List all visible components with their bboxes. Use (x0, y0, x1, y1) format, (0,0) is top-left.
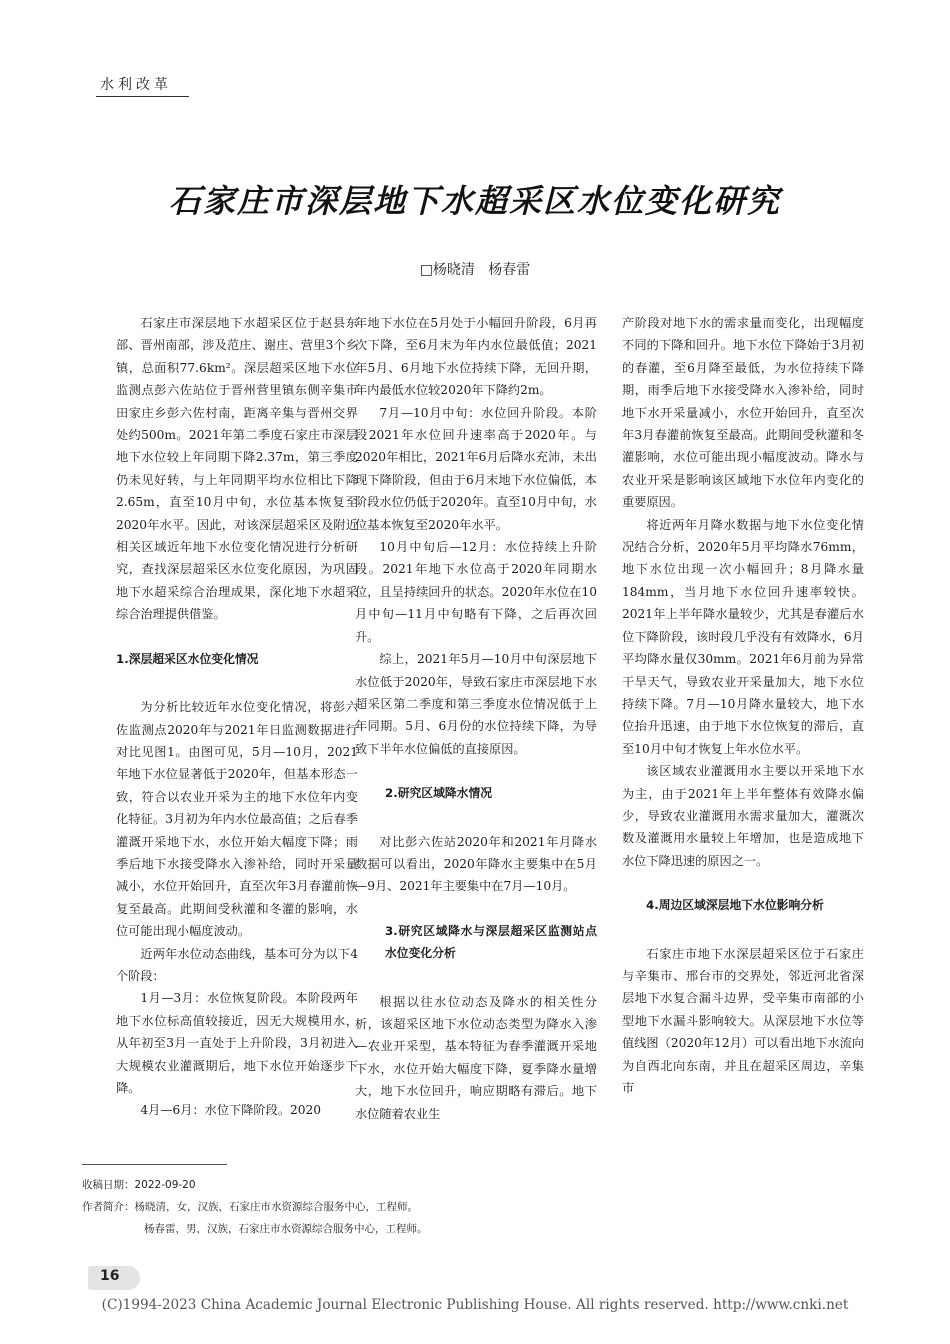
footnotes (82, 1174, 428, 1240)
column-1 (116, 312, 358, 1122)
column-2 (355, 312, 597, 1125)
paragraph: 4月—6月：水位下降阶段。2020 (140, 1103, 321, 1118)
paragraph: 综上，2021年5月—10月中旬深层地下水位低于2020年，导致石家庄市深层地下水超采区第二季度和第三季度水位情况低于上年同期。5月、6月份的水位持续下降，为导致下半年水位偏低的直接原因。 (355, 652, 597, 756)
paragraph: 产阶段对地下水的需求量而变化，出现幅度不同的下降和回升。地下水位下降始于3月初的春灌，至6月降至最低，为水位持续下降期，雨季后地下水接受降水入渗补给，同时地下水开采量减小，水位开始回升，直至次年3月春灌前恢复至最高。此期间受秋灌和冬灌影响，水位可能出现小幅度波动。降水与农业开采是影响该区域地下水位年内变化的重要原因。 (622, 316, 864, 510)
article-title: 石家庄市深层地下水超采区水位变化研究 (168, 182, 781, 220)
page-number: 16 (100, 1268, 120, 1284)
section-heading-1: 1.深层超采区水位变化情况 (116, 651, 259, 666)
paragraph: 10月中旬后—12月：水位持续上升阶段。2021年地下水位高于2020年同期水位，且呈持续回升的状态。2020年水位在10月中旬—11月中旬略有下降，之后再次回升。 (355, 540, 597, 644)
paragraph: 根据以往水位动态及降水的相关性分析，该超采区地下水位动态类型为降水入渗—农业开采型，基本特征为春季灌溉开采地下水，水位开始大幅度下降，夏季降水量增大，地下水位回升，响应期略有滞后。地下水位随着农业生 (355, 994, 597, 1121)
paragraph: 对比彭六佐站2020年和2021年月降水数据可以看出，2020年降水主要集中在5月—9月、2021年主要集中在7月—10月。 (355, 834, 597, 894)
section-heading-3: 3.研究区域降水与深层超采区监测站点水位变化分析 (385, 923, 597, 961)
paragraph: 为分析比较近年水位变化情况，将彭六佐监测点2020年与2021年日监测数据进行对比见图1。由图可见，5月—10月，2021年地下水位显著低于2020年，但基本形态一致，符合以农业开采为主的地下水位年内变化特征。3月初为年内水位最高值；之后春季灌溉开采地下水，水位开始大幅度下降；雨季后地下水接受降水入渗补给，同时开采量减小，水位开始回升，直至次年3月春灌前恢复至最高。此期间受秋灌和冬灌的影响，水位可能出现小幅度波动。 (116, 700, 358, 939)
paragraph: 年地下水位在5月处于小幅回升阶段，6月再次下降，至6月末为年内水位最低值；2021年5月、6月地下水位持续下降，无回升期，年内最低水位较2020年下降约2m。 (355, 316, 597, 398)
paragraph: 将近两年月降水数据与地下水位变化情况结合分析，2020年5月平均降水76mm，地下水位出现一次小幅回升；8月降水量184mm，当月地下水位回升速率较快。2021年上半年降水量较少，尤其是春灌后水位下降阶段，该时段几乎没有有效降水，6月平均降水量仅30mm。2021年6月前为异常干旱天气，导致农业开采量加大，地下水位持续下降。7月—10月降水量较大，地下水位抬升迅速，由于地下水位恢复的滞后，直至10月中旬才恢复上年水位水平。 (622, 517, 864, 756)
section-tag: 水利改革 (100, 77, 172, 93)
paragraph: 1月—3月：水位恢复阶段。本阶段两年地下水位标高值较接近，因无大规模用水，从年初至3月一直处于上升阶段，3月初进入大规模农业灌溉期后，地下水位开始逐步下降。 (116, 991, 358, 1095)
section-tag-rule (96, 96, 189, 97)
paragraph: 石家庄市地下水深层超采区位于石家庄与辛集市、邢台市的交界处，邻近河北省深层地下水复合漏斗边界，受辛集市南部的小型地下水漏斗影响较大。从深层地下水位等值线图（2020年12月）可以看出地下水流向为自西北向东南，并且在超采区周边，辛集市 (622, 946, 864, 1095)
paragraph: 石家庄市深层地下水超采区位于赵县东部、晋州南部，涉及范庄、谢庄、营里3个乡镇，总面积77.6km²。深层超采区地下水位监测点彭六佐站位于晋州营里镇东侧辛集市田家庄乡彭六佐村南，距离辛集与晋州交界处约500m。2021年第二季度石家庄市深层地下水位较上年同期下降2.37m，第三季度仍未见好转，与上年同期平均水位相比下降2.65m，直至10月中旬，水位基本恢复至2020年水平。因此，对该深层超采区及附近相关区域近年地下水位变化情况进行分析研究，查找深层超采区水位变化原因，为巩固地下水超采综合治理成果，深化地下水超采综合治理提供借鉴。 (116, 316, 358, 622)
paragraph: 该区域农业灌溉用水主要以开采地下水为主，由于2021年上半年整体有效降水偏少，导致农业灌溉用水需求量加大，灌溉次数及灌溉用水量较上年增加，也是造成地下水位下降迅速的原因之一。 (622, 764, 864, 868)
author-info-1: 作者简介：杨晓清，女，汉族，石家庄市水资源综合服务中心，工程师。 (82, 1201, 418, 1213)
received-date: 收稿日期：2022-09-20 (82, 1179, 196, 1191)
paragraph: 近两年水位动态曲线，基本可分为以下4个阶段： (116, 946, 358, 983)
article-authors: □杨晓清 杨春雷 (419, 262, 531, 278)
section-heading-4: 4.周边区域深层地下水位影响分析 (646, 898, 824, 913)
section-heading-2: 2.研究区域降水情况 (385, 786, 493, 801)
footnote-rule (82, 1164, 227, 1165)
author-info-2: 杨春雷，男，汉族，石家庄市水资源综合服务中心，工程师。 (144, 1223, 428, 1235)
copyright-line: (C)1994-2023 China Academic Journal Electronic Publishing House. All rights reserved. http://www.cnki.net (101, 1297, 849, 1313)
column-3 (622, 312, 864, 1099)
paragraph: 7月—10月中旬：水位回升阶段。本阶段2021年水位回升速率高于2020年。与2020年相比，2021年6月后降水充沛，未出现下降阶段，但由于6月末地下水位偏低，本阶段水位仍低于2020年。直至10月中旬，水位基本恢复至2020年水平。 (355, 405, 597, 532)
